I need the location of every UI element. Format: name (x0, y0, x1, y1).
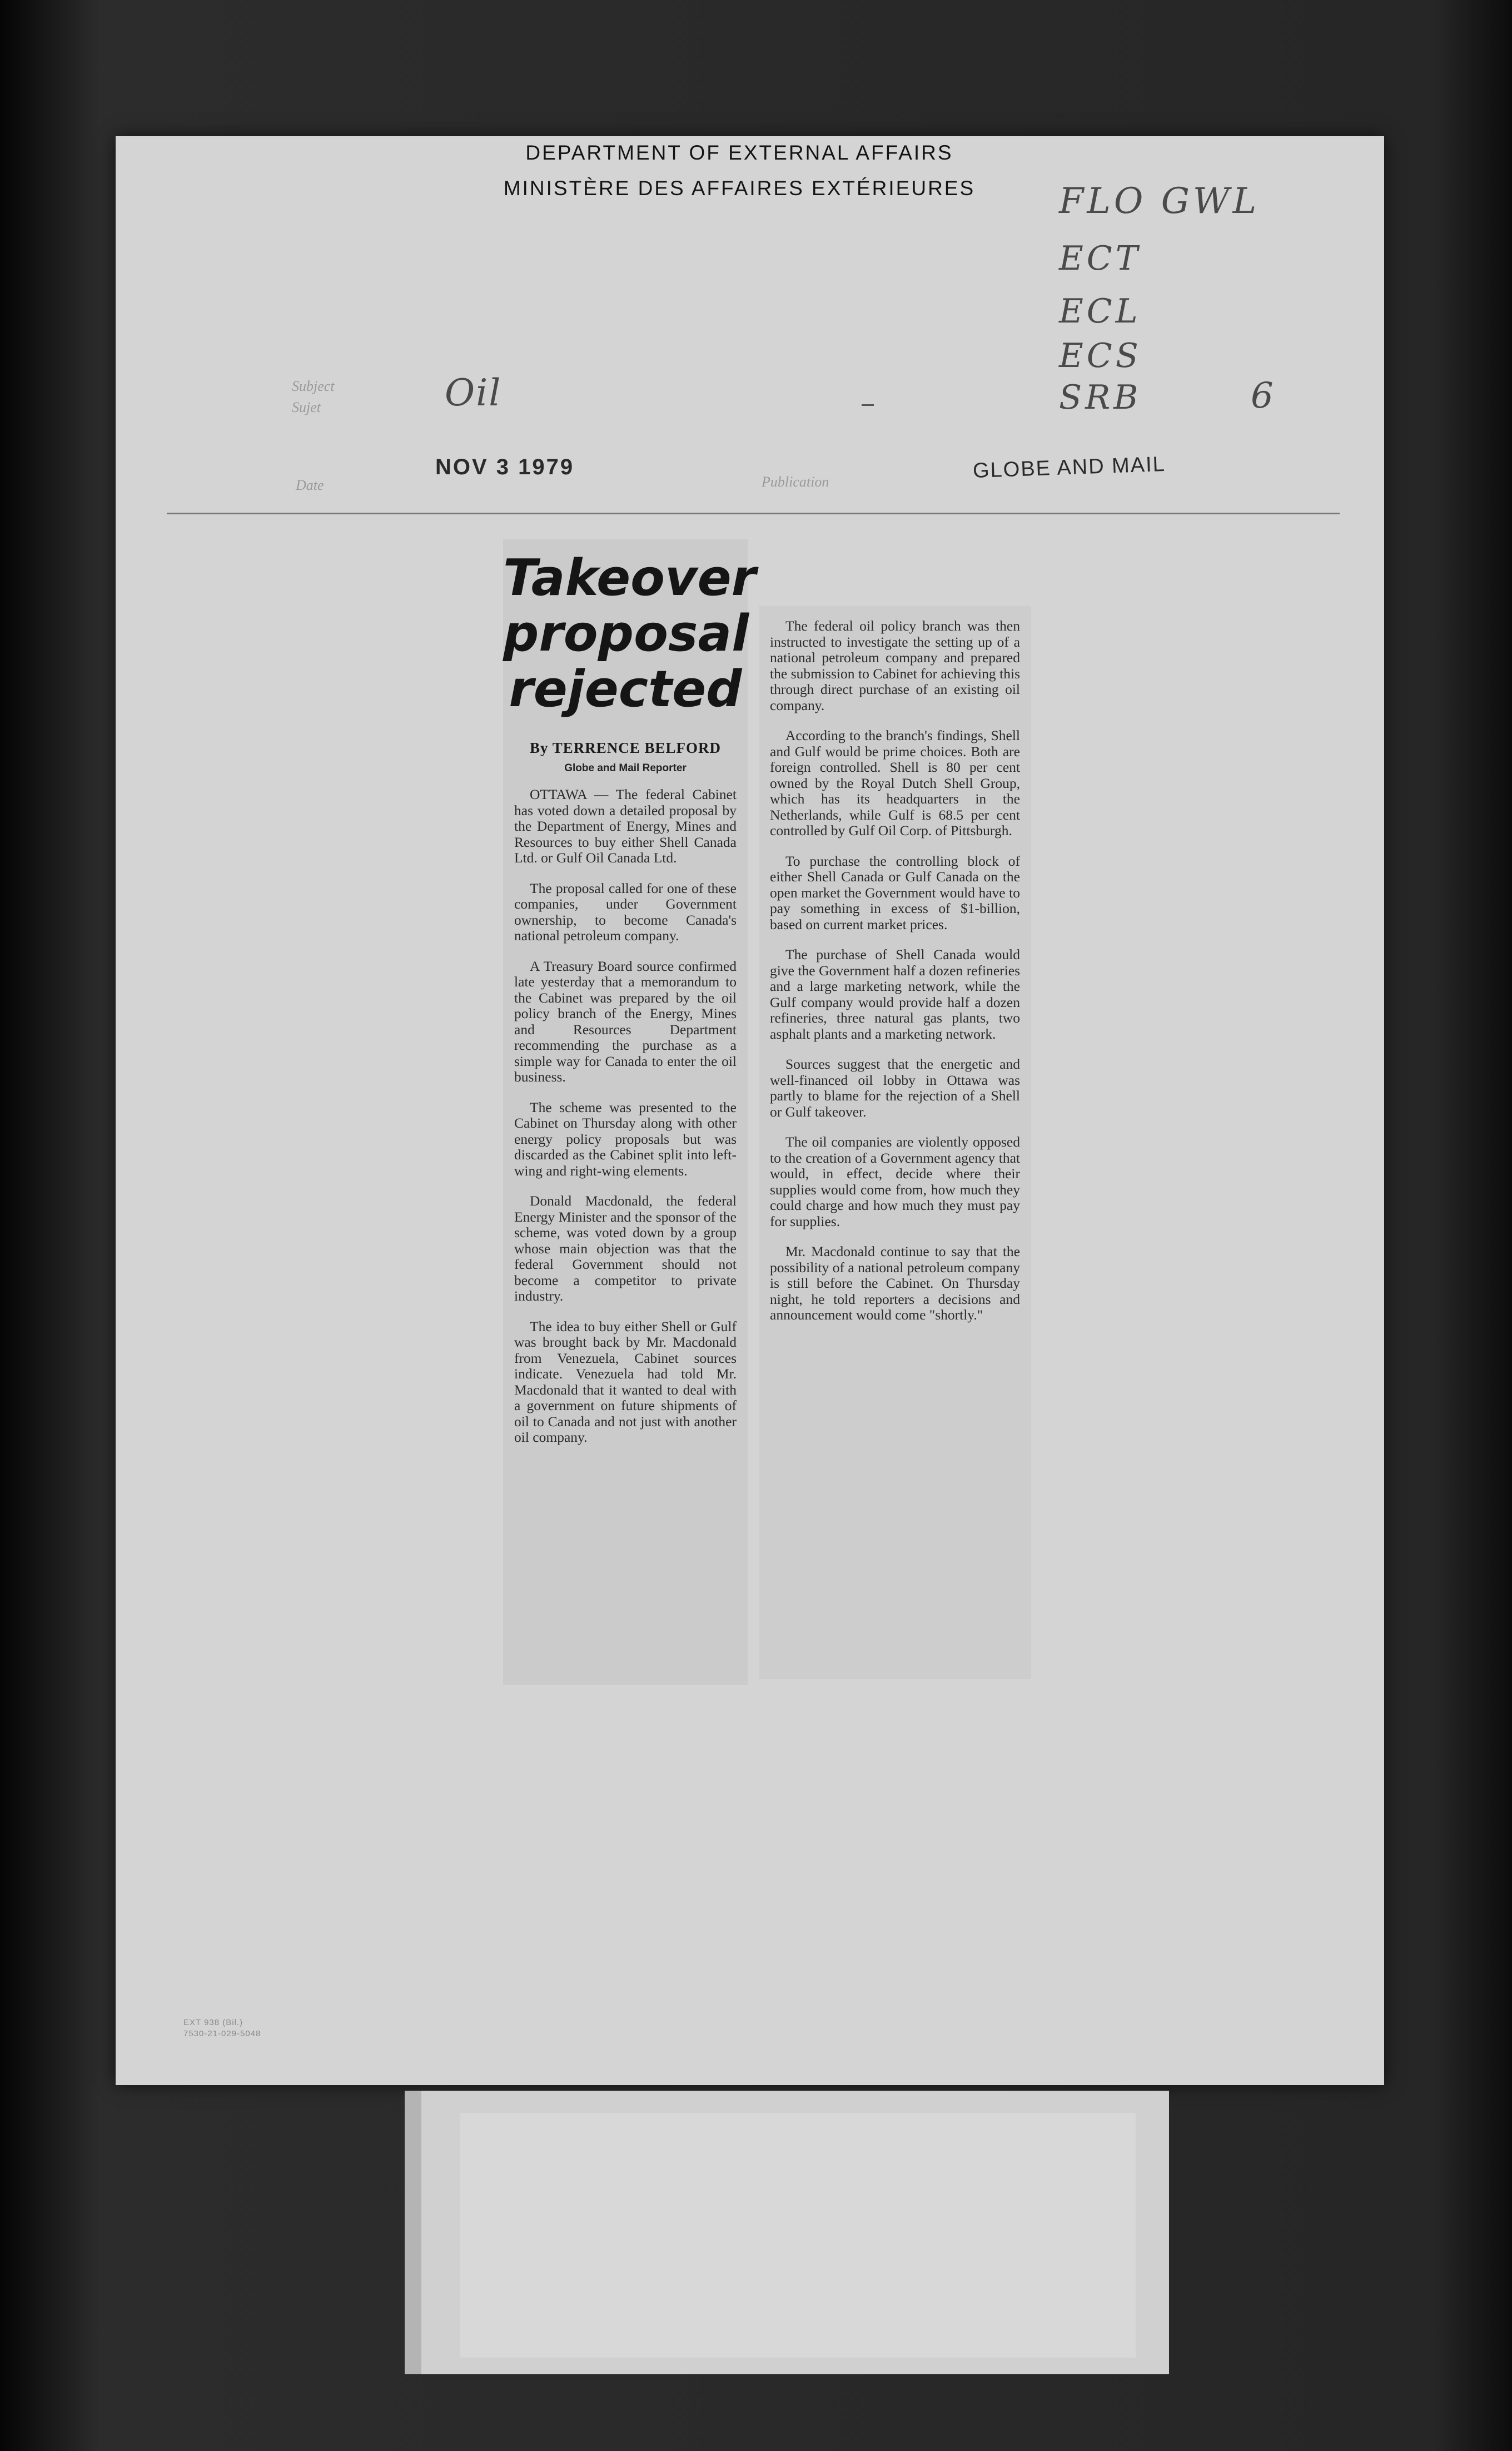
form-reference-line-2: 7530-21-029-5048 (183, 2029, 261, 2038)
clipping-left-column (503, 539, 757, 1685)
routing-annotation-1: FLO GWL (1059, 181, 1260, 222)
routing-annotation-4: ECS (1059, 336, 1142, 375)
page-number-annotation: 6 (1251, 375, 1277, 416)
routing-annotation-5: SRB (1059, 378, 1142, 417)
article-paragraph: The oil companies are violently opposed to the creation of a Government agency that would, in effect, decide where their supplies would come from, how much they could charge and how much they must pay for supplies. (770, 1134, 1020, 1229)
header-line-french: MINISTÈRE DES AFFAIRES EXTÉRIEURES (503, 177, 976, 200)
reporter-affiliation: Globe and Mail Reporter (564, 762, 687, 774)
article-paragraph: To purchase the controlling block of either Shell Canada or Gulf Canada on the open market the Government would have to pay something in excess of $1-billion, based on current market prices. (770, 852, 1020, 932)
routing-annotation-3: ECL (1059, 292, 1141, 331)
right-column-text (759, 618, 1031, 1323)
clipping-right-column (759, 606, 1031, 1679)
form-divider-rule (167, 513, 1340, 514)
left-column-text (503, 787, 748, 1446)
subject-value: Oil (445, 371, 502, 414)
article-paragraph: The federal oil policy branch was then instructed to investigate the setting up of a national petroleum company and prepared the submission to Cabinet for achieving this through direct purchase of an existing oil company. (770, 618, 1020, 713)
headline (503, 549, 757, 718)
article-paragraph: According to the branch's findings, Shell and Gulf would be prime choices. Both are foreign controlled. Shell is 80 per cent owned by the Royal Dutch Shell Group, which has its headquarters in the Netherlands, while Gulf is 68.5 per cent controlled by Gulf Oil Corp. of Pittsburgh. (770, 727, 1020, 838)
publication-stamp: GLOBE AND MAIL (972, 452, 1166, 483)
article-paragraph: Sources suggest that the energetic and well-financed oil lobby in Ottawa was partly to blame for the rejection of a Shell or Gulf takeover. (770, 1056, 1020, 1120)
article-paragraph: The purchase of Shell Canada would give the Government half a dozen refineries and a large marketing network, while the Gulf company would provide half a dozen refineries, three natural gas plants, two asphalt plants and a marketing network. (770, 946, 1020, 1042)
article-paragraph: Donald Macdonald, the federal Energy Minister and the sponsor of the scheme, was voted down by a group whose main objection was that the federal Government should not become a competitor to private industry. (514, 1193, 737, 1304)
backing-card-face (460, 2113, 1136, 2358)
article-paragraph: A Treasury Board source confirmed late yesterday that a memorandum to the Cabinet was prepared by the oil policy branch of the Energy, Mines and Resources Department recommending the purchase as a simple way for Canada to enter the oil business. (514, 957, 737, 1085)
department-header (406, 135, 1073, 206)
headline-line-2: proposal (503, 604, 749, 663)
routing-annotation-2: ECT (1059, 239, 1141, 278)
subject-label-fr: Sujet (292, 399, 321, 415)
publication-label: Publication (762, 474, 829, 490)
article-paragraph: Mr. Macdonald continue to say that the possibility of a national petroleum company is still before the Cabinet. On Thursday night, he told reporters a decisions and announcement would come "shortly." (770, 1243, 1020, 1323)
article-paragraph: The idea to buy either Shell or Gulf was brought back by Mr. Macdonald from Venezuela, Cabinet sources indicate. Venezuela had told Mr. Macdonald that it wanted to deal with a government on future shipments of oil to Canada and not just with another oil company. (514, 1318, 737, 1445)
date-stamp: NOV 3 1979 (435, 455, 575, 479)
article-paragraph: The proposal called for one of these companies, under Government ownership, to become Canada's national petroleum company. (514, 880, 737, 944)
headline-line-3: rejected (509, 660, 742, 718)
article-paragraph: OTTAWA — The federal Cabinet has voted down a detailed proposal by the Department of Energy, Mines and Resources to buy either Shell Canada Ltd. or Gulf Oil Canada Ltd. (514, 786, 737, 866)
headline-line-1: Takeover (503, 549, 757, 607)
form-dash (862, 404, 874, 406)
header-line-english: DEPARTMENT OF EXTERNAL AFFAIRS (525, 141, 953, 164)
date-label: Date (296, 477, 324, 493)
clipping-form-sheet (116, 136, 1384, 2085)
subject-label-en: Subject (292, 378, 335, 394)
form-reference-line-1: EXT 938 (Bil.) (183, 2018, 243, 2027)
backing-card-stub (405, 2091, 1169, 2374)
form-reference-code (183, 2017, 261, 2040)
byline: By TERRENCE BELFORD (529, 740, 722, 756)
article-paragraph: The scheme was presented to the Cabinet on Thursday along with other energy policy proposals but was discarded as the Cabinet split into left-wing and right-wing elements. (514, 1099, 737, 1179)
